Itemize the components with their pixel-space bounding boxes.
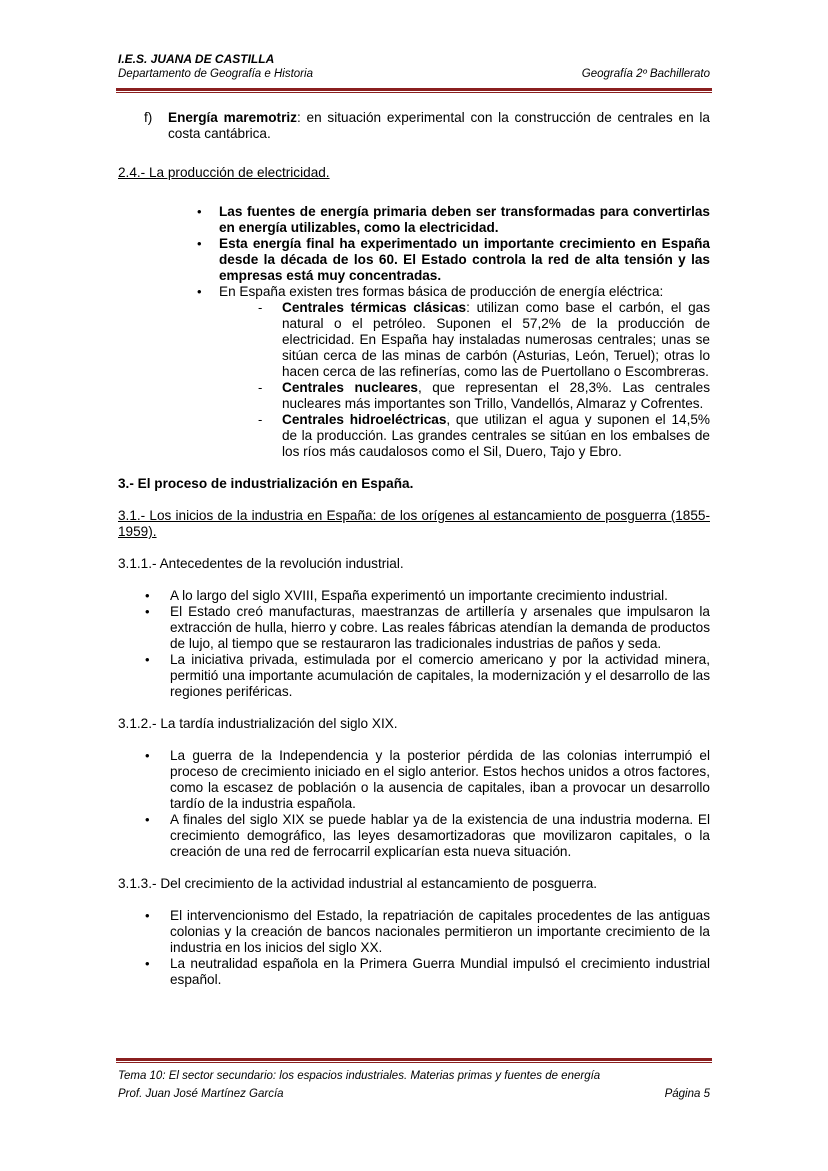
page-body [118,110,710,988]
list-item [118,604,710,652]
section-3-1-1-list [118,588,710,700]
footer-rule [116,1058,712,1061]
section-3-1-1-title: 3.1.1.- Antecedentes de la revolución industrial. [118,556,404,571]
header-course: Geografía 2º Bachillerato [581,68,710,80]
list-item-text: La iniciativa privada, estimulada por el comercio americano y por la actividad minera, permitió una importante acumulación de capitales, la modernización y el desarrollo de las regiones periféricas. [170,652,710,699]
list-item [118,748,710,812]
header-department: Departamento de Geografía e Historia [118,68,313,80]
list-item-text: La neutralidad española en la Primera Guerra Mundial impulsó el crecimiento industrial español. [170,956,710,987]
list-item [118,908,710,956]
plant-item [118,380,710,412]
item-f-label: f) [144,110,153,125]
plant-text: , que representan el 28,3%. Las centrales nucleares más importantes son Trillo, Vandellós, Almaraz y Cofrentes. [282,380,710,411]
bullet-intro [118,284,710,300]
list-item [118,956,710,988]
bold-bullet [118,204,710,236]
bullet-glyph: • [145,812,150,827]
plant-term: Centrales térmicas clásicas [282,300,467,315]
footer-topic: Tema 10: El sector secundario: los espacios industriales. Materias primas y fuentes de energía [118,1070,601,1082]
bullet-glyph: • [145,652,150,667]
footer-author: Prof. Juan José Martínez García [118,1088,284,1100]
list-item [118,588,710,604]
dash-glyph: - [258,412,263,427]
section-3-title: 3.- El proceso de industrialización en España. [118,476,414,491]
bullet-intro-text: En España existen tres formas básica de producción de energía eléctrica: [219,284,664,299]
plant-item [118,412,710,460]
header-rule-thin [116,92,712,93]
plant-text: : utilizan como base el carbón, el gas natural o el petróleo. Suponen el 57,2% de la producción de electricidad. En España hay instaladas numerosas centrales; unas se sitúan cerca de las minas de carbón (Asturias, León, Teruel); otras lo hacen cerca de las refinerías, como las de Puertollano o Escombreras. [282,300,710,379]
plant-term: Centrales nucleares [282,380,418,395]
section-3-1-title: 3.1.- Los inicios de la industria en España: de los orígenes al estancamiento de posguerra (1855-1959). [118,508,710,539]
bullet-glyph: • [145,604,150,619]
header-rule [116,88,712,91]
item-f [118,110,710,142]
list-item-text: El intervencionismo del Estado, la repatriación de capitales procedentes de las antiguas colonias y la creación de bancos nacionales permitieron un importante crecimiento de la industria en los inicios del siglo XX. [170,908,710,955]
footer-rule-thin [116,1062,712,1063]
bullet-glyph: • [197,204,202,219]
list-item [118,652,710,700]
footer-page-number: Página 5 [664,1088,710,1100]
dash-glyph: - [258,300,263,315]
section-3-1-2-list [118,748,710,860]
item-f-term: Energía maremotriz [168,110,297,125]
item-f-text: : en situación experimental con la construcción de centrales en la costa cantábrica. [168,110,710,141]
list-item [118,812,710,860]
dash-glyph: - [258,380,263,395]
plant-item [118,300,710,380]
list-item-text: A finales del siglo XIX se puede hablar ya de la existencia de una industria moderna. El crecimiento demográfico, las leyes desamortizadoras que movilizaron capitales, o la creación de una red de ferrocarril explicarían esta nueva situación. [170,812,710,859]
bold-bullet [118,236,710,284]
header-school: I.E.S. JUANA DE CASTILLA [118,52,275,66]
bold-bullet-text: Las fuentes de energía primaria deben ser transformadas para convertirlas en energía utilizables, como la electricidad. [219,204,710,235]
section-2-4-title: 2.4.- La producción de electricidad. [118,165,330,180]
bullet-glyph: • [145,908,150,923]
section-3-1-3-title: 3.1.3.- Del crecimiento de la actividad industrial al estancamiento de posguerra. [118,876,598,891]
plant-term: Centrales hidroeléctricas [282,412,447,427]
bullet-glyph: • [145,748,150,763]
section-3-1-2-title: 3.1.2.- La tardía industrialización del siglo XIX. [118,716,398,731]
bullet-glyph: • [145,588,150,603]
section-3-1-3-list [118,908,710,988]
bold-bullet-text: Esta energía final ha experimentado un importante crecimiento en España desde la década de los 60. El Estado controla la red de alta tensión y las empresas está muy concentradas. [219,236,710,283]
list-item-text: A lo largo del siglo XVIII, España experimentó un importante crecimiento industrial. [170,588,668,603]
bullet-glyph: • [197,236,202,251]
bullet-glyph: • [145,956,150,971]
list-item-text: La guerra de la Independencia y la posterior pérdida de las colonias interrumpió el proceso de crecimiento iniciado en el siglo anterior. Estos hechos unidos a otros factores, como la escasez de población o la ausencia de capitales, iban a provocar un desarrollo tardío de la industria española. [170,748,710,811]
plant-text: , que utilizan el agua y suponen el 14,5% de la producción. Las grandes centrales se sitúan en los embalses de los ríos más caudalosos como el Sil, Duero, Tajo y Ebro. [282,412,710,459]
bullet-glyph: • [197,284,202,299]
list-item-text: El Estado creó manufacturas, maestranzas de artillería y arsenales que impulsaron la extracción de hulla, hierro y cobre. Las reales fábricas atendían la demanda de productos de lujo, al tiempo que se restauraron las tradicionales industrias de paños y seda. [170,604,710,651]
